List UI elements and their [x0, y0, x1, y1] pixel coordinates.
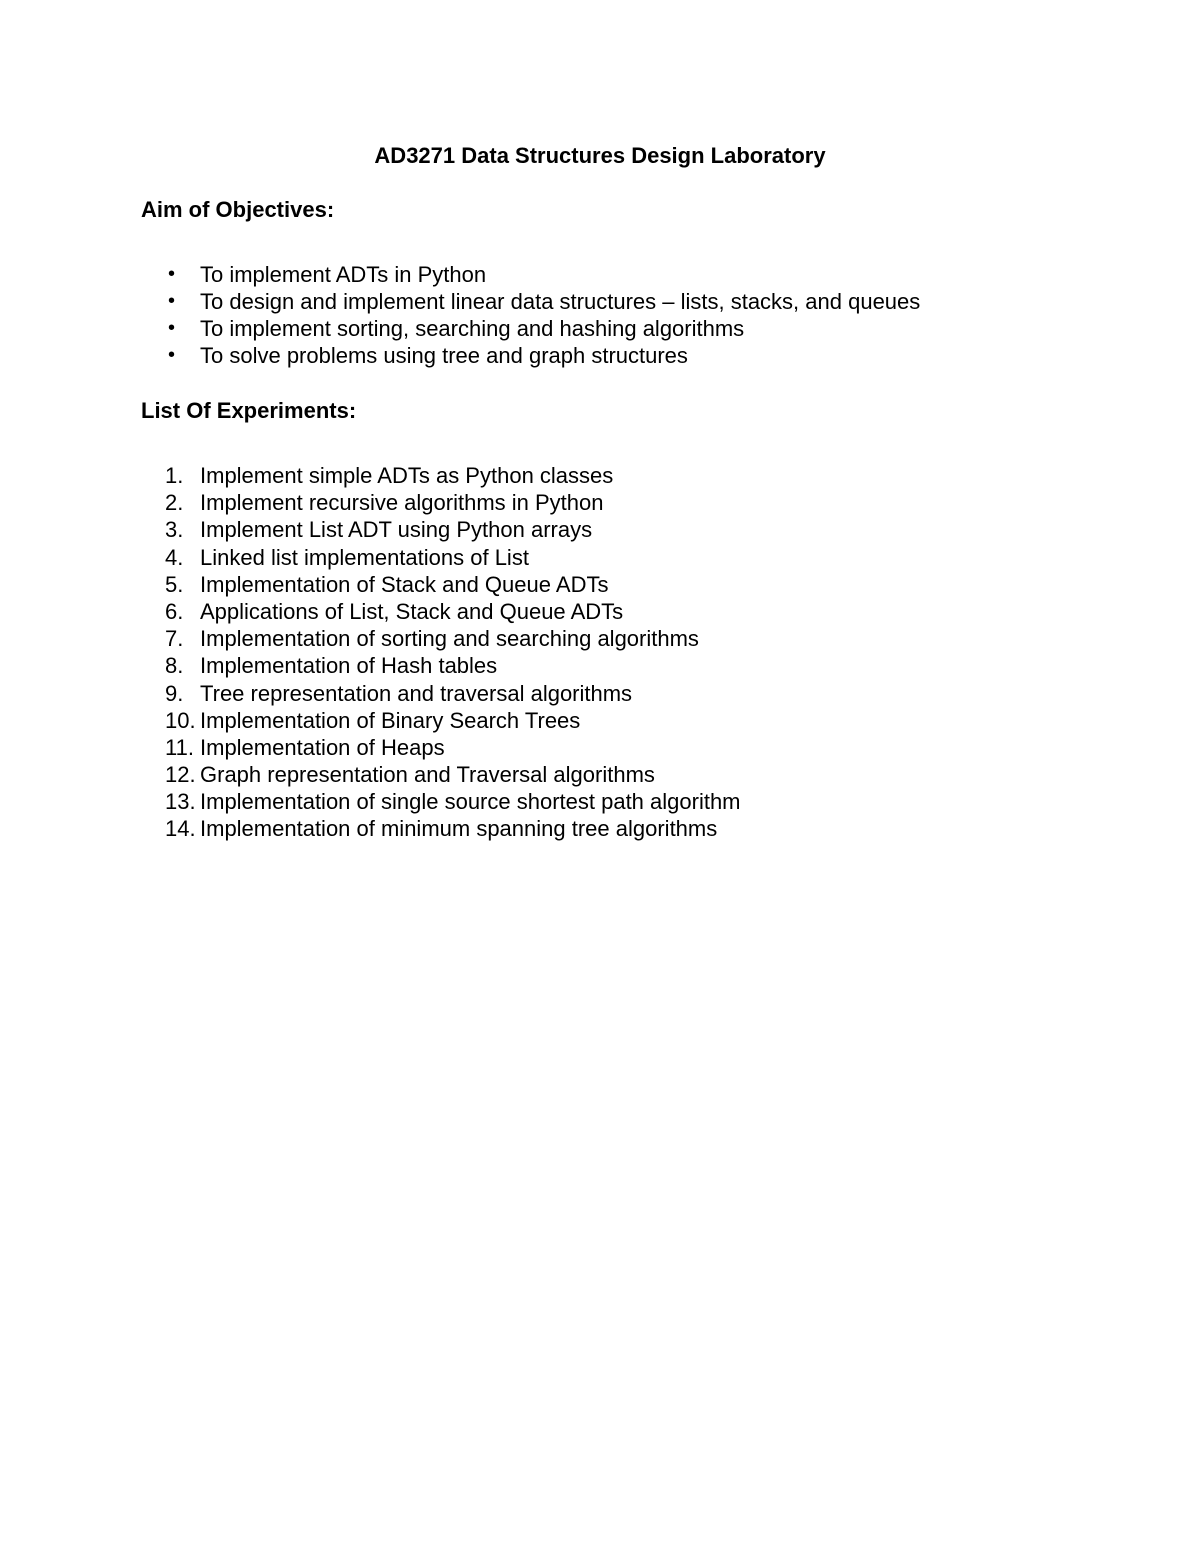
experiment-text: Implementation of single source shortest path algorithm — [200, 789, 741, 815]
experiment-text: Implementation of sorting and searching algorithms — [200, 626, 699, 652]
experiment-number: 2. — [165, 490, 184, 516]
aim-text: To solve problems using tree and graph structures — [200, 343, 688, 368]
experiment-text: Tree representation and traversal algorithms — [200, 680, 633, 706]
bullet-icon: • — [168, 317, 176, 339]
experiment-number: 9. — [165, 680, 184, 706]
experiment-number: 4. — [165, 544, 184, 570]
experiment-number: 3. — [165, 517, 184, 543]
experiment-text: Graph representation and Traversal algorithms — [200, 762, 655, 788]
experiment-text: Implementation of Hash tables — [200, 653, 498, 679]
aim-heading: Aim of Objectives: — [141, 197, 335, 222]
aim-text: To implement sorting, searching and hashing algorithms — [200, 316, 745, 341]
experiment-text: Implement simple ADTs as Python classes — [200, 463, 614, 488]
experiment-number: 11. — [165, 734, 194, 760]
experiment-number: 1. — [165, 463, 184, 488]
experiment-number: 13. — [165, 789, 196, 815]
bullet-icon: • — [168, 344, 176, 366]
aim-text: To design and implement linear data structures – lists, stacks, and queues — [200, 289, 921, 314]
experiment-text: Implementation of Binary Search Trees — [200, 707, 581, 733]
experiment-number: 8. — [165, 653, 184, 679]
experiments-heading: List Of Experiments: — [141, 398, 357, 423]
experiment-number: 5. — [165, 571, 184, 597]
experiment-text: Linked list implementations of List — [200, 544, 529, 570]
experiment-number: 14. — [165, 816, 196, 842]
experiment-number: 7. — [165, 626, 184, 652]
bullet-icon: • — [168, 263, 176, 285]
aim-text: To implement ADTs in Python — [200, 262, 487, 287]
experiment-text: Implementation of Heaps — [200, 734, 445, 760]
experiment-number: 10. — [165, 707, 196, 733]
experiment-text: Implement recursive algorithms in Python — [200, 490, 604, 516]
experiment-text: Implementation of minimum spanning tree algorithms — [200, 816, 718, 842]
experiment-number: 6. — [165, 598, 184, 624]
experiment-text: Implementation of Stack and Queue ADTs — [200, 571, 609, 597]
bullet-icon: • — [168, 290, 176, 312]
experiment-text: Applications of List, Stack and Queue ADTs — [200, 598, 624, 624]
experiment-number: 12. — [165, 762, 196, 788]
experiment-text: Implement List ADT using Python arrays — [200, 517, 593, 543]
document-title: AD3271 Data Structures Design Laboratory — [374, 143, 826, 168]
